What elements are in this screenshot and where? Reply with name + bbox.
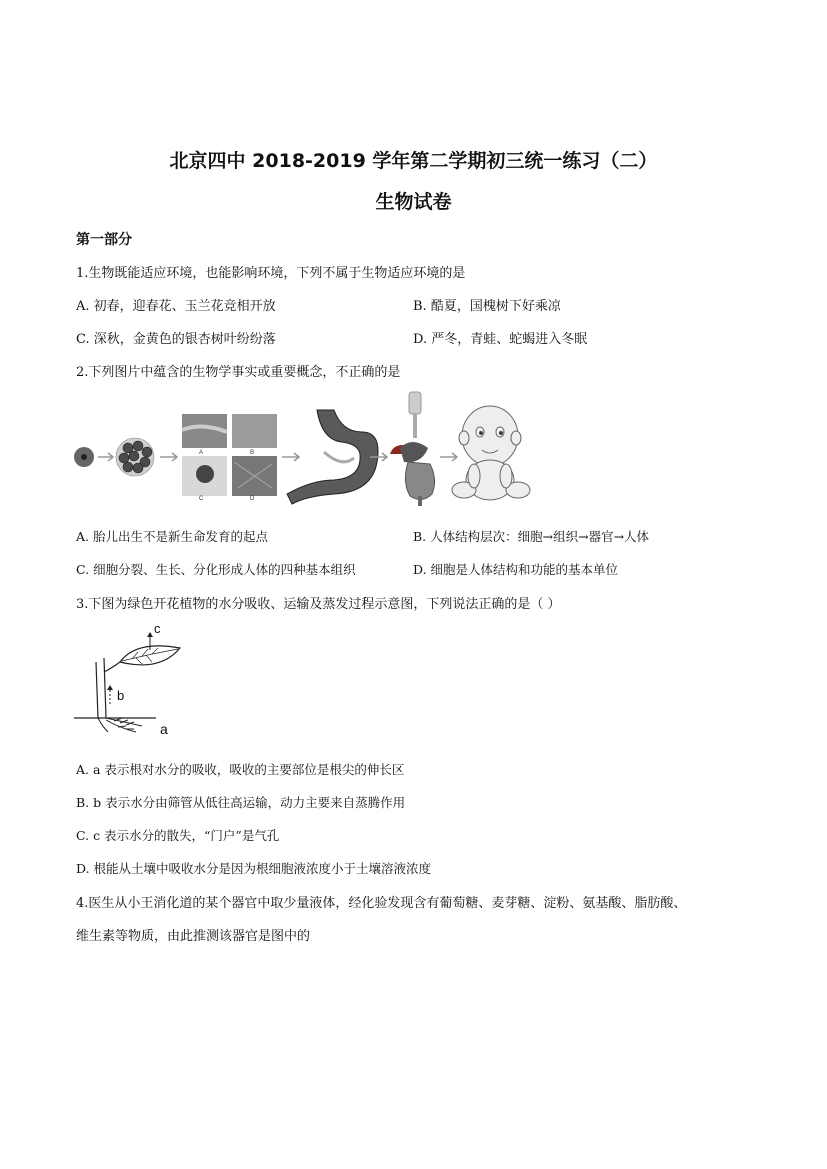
question-2-figure: [72, 392, 542, 507]
arrow-1: [98, 453, 113, 461]
exam-title: 北京四中 2018-2019 学年第二学期初三统一练习（二）: [169, 150, 658, 172]
arrow-5: [440, 453, 457, 461]
tissue-label-a: A: [199, 450, 204, 456]
question-3-option-d: D. 根能从土壤中吸收水分是因为根细胞液浓度小于土壤溶液浓度: [76, 861, 432, 876]
cell-cluster-image: [116, 438, 154, 476]
question-3-option-b: B. b 表示水分由筛管从低往高运输，动力主要来自蒸腾作用: [76, 795, 406, 810]
tissue-panel-image: [182, 414, 277, 502]
egg-cell-image: [74, 447, 94, 467]
question-3-option-c: C. c 表示水分的散失，“门户”是气孔: [76, 828, 280, 843]
label-a: a: [160, 721, 168, 737]
question-2-option-b: B. 人体结构层次：细胞→组织→器官→人体: [413, 529, 650, 544]
question-1-option-c: C. 深秋，金黄色的银杏树叶纷纷落: [76, 332, 276, 347]
arrow-2: [160, 453, 177, 461]
question-2-stem: 2.下列图片中蕴含的生物学事实或重要概念，不正确的是: [76, 365, 401, 380]
baby-image: [452, 406, 530, 500]
tissue-label-d: D: [250, 496, 255, 502]
question-4-stem-line-2: 维生素等物质，由此推测该器官是图中的: [76, 929, 311, 944]
question-1-option-a: A. 初春，迎春花、玉兰花竞相开放: [76, 299, 276, 314]
arrow-3: [282, 453, 299, 461]
roots: [98, 718, 142, 732]
section-heading: 第一部分: [76, 232, 132, 248]
question-2-option-d: D. 细胞是人体结构和功能的基本单位: [413, 562, 619, 577]
question-1-option-b: B. 酷夏，国槐树下好乘凉: [413, 299, 561, 314]
tissue-label-c: C: [199, 496, 204, 502]
question-2-option-a: A. 胎儿出生不是新生命发育的起点: [76, 529, 268, 544]
tissue-label-b: B: [250, 450, 255, 456]
label-c: c: [154, 621, 161, 636]
stomach-image: [287, 410, 378, 504]
question-4-stem-line-1: 4.医生从小王消化道的某个器官中取少量液体，经化验发现含有葡萄糖、麦芽糖、淀粉、氨基酸、脂肪酸、: [76, 896, 687, 911]
question-3-option-a: A. a 表示根对水分的吸收，吸收的主要部位是根尖的伸长区: [76, 762, 405, 777]
body-systems-image: [390, 392, 435, 506]
question-3-plant-figure: [74, 622, 184, 737]
exam-subtitle: 生物试卷: [375, 191, 452, 213]
question-2-option-c: C. 细胞分裂、生长、分化形成人体的四种基本组织: [76, 562, 356, 577]
question-1-stem: 1.生物既能适应环境，也能影响环境，下列不属于生物适应环境的是: [76, 266, 466, 281]
question-3-stem: 3.下图为绿色开花植物的水分吸收、运输及蒸发过程示意图，下列说法正确的是（ ）: [76, 597, 561, 612]
stem: [96, 658, 106, 718]
label-b: b: [117, 688, 125, 703]
question-1-option-d: D. 严冬，青蛙、蛇蝎进入冬眠: [413, 332, 588, 347]
